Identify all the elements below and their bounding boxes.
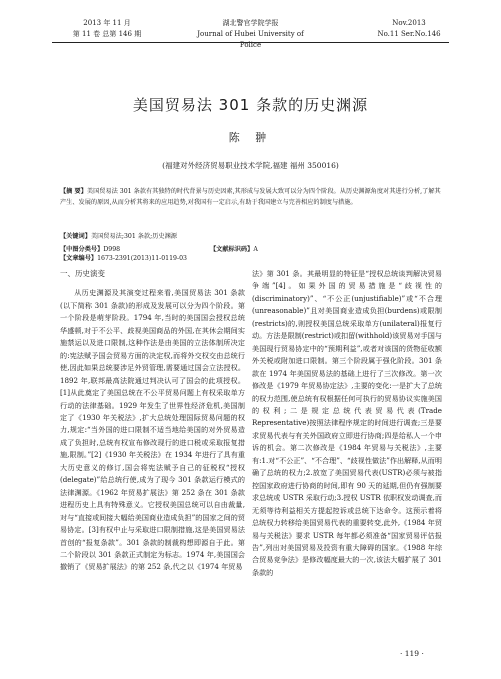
- header-date: 2013 年 11 月: [83, 19, 131, 27]
- journal-name-cn: 湖北警官学院学报: [222, 19, 279, 27]
- clc-label: 【中图分类号】: [60, 246, 104, 253]
- doc-code-label: 【文献标识码】: [210, 246, 254, 253]
- article-title: 美国贸易法 301 条款的历史渊源: [132, 96, 369, 114]
- header-issue: 第 11 卷 总第 146 期: [72, 30, 142, 38]
- author-affiliation: (福建对外经济贸易职业技术学院,福建 福州 350016): [162, 161, 339, 170]
- article-no: [60, 253, 187, 262]
- header-center: [192, 18, 309, 51]
- header-issue-en: No.11 Ser.No.146: [377, 30, 441, 38]
- article-no-label: 【文章编号】: [60, 255, 98, 262]
- keywords-label: 【关键词】: [60, 233, 91, 240]
- body-paragraph-left: 从历史渊源及其演变过程来看,美国贸易法 301 条款(以下简称 301 条款)的形成及发展可以分为四个阶段。第一个阶段是萌芽阶段。1794 年,当时的美国国会授权总统华盛顿,对于不公平、歧视美国商品的外国,在其休会期间实施禁运以及进口限制,这种作法是由美国的立法体制所决定的:宪法赋予国会贸易方面的决定权,而将外交权交由总统行使,因此如果总统要涉足外贸管理,需要通过国会立法授权。1892 年,联邦最高法院通过判决认可了国会的此项授权。[1]从此奠定了美国总统在不公平贸易问题上有权采取单方行动的法律基础。1929 年发生了世界性经济危机,美国制定了《1930 年关税法》,扩大总统处理国际贸易问题的权力,规定:“当外国的进口限制不适当地给美国的对外贸易造成了负担时,总统有权宣布修改现行的进口税或采取报复措施,限制。”[2]《1930 年关税法》在 1934 年进行了具有重大历史意义的修订,国会将宪法赋予自己的征税权“授权(delegate)”给总统行使,成为了现今 301 条款运行模式的法律渊源。《1962 年贸易扩展法》第 252 条在 301 条款进程历史上具有特殊意义。它授权美国总统可以自由裁量,对与“直接或间接大幅给美国商业造成负担”的国家之间的贸易协定。[3]有权中止与采取进口限制措施,这是美国贸易法首创的“报复条款”。301 条款的制裁构想即源自于此。第二个阶段以 301 条款正式制定为标志。1974 年,美国国会撤销了《贸易扩展法》的第 252 条,代之以《1974 年贸易: [60, 288, 245, 572]
- clc-value: D998: [103, 246, 121, 253]
- abstract: [60, 186, 444, 208]
- header-date-en: Nov.2013: [392, 19, 426, 27]
- left-column: [60, 268, 245, 574]
- body-paragraph-right: 法》第 301 条。其最明显的特征是“授权总统谈判解决贸易争端”[4]。如果外国的贸易措施是“歧视性的(discriminatory)”、“不公正(unjustifiable)”或“不合理(unreasonable)”且对美国商业造成负担(burdens)或限制(restricts)的,则授权美国总统采取单方(unilateral)报复行动。方法是限制(restrict)或扣留(withhold)该贸易对手国与美国现行贸易协定中的“预期利益”,或者对该国的货物征收额外关税或附加进口限制。第三个阶段属于强化阶段。301 条款在 1974 年美国贸易法的基础上进行了三次修改。第一次修改是《1979 年贸易协定法》,主要的变化:一是扩大了总统的权力范围,使总统有权根据任何可执行的贸易协议实施美国的权利;二是规定总统代表贸易代表(Trade Representative)按照法律程序规定的时间进行调查;三是要求贸易代表与有关外国政府立即进行协商;四是给私人一个申诉的机会。第二次修改是《1984 年贸易与关税法》,主要有:1.对“不公正”、“不合理”、“歧视性做法”作出解释,从而明确了总统的权力;2.放宽了美国贸易代表(USTR)必须与被指控国家政府进行协商的时间,即有 90 天的延期,但仍有强制要求总统或 USTR 采取行动;3.授权 USTR 依职权发动调查,而无须等待利益相关方提起控诉或总统下达命令。这预示着将总统权力转移给美国贸易代表的重要转变,此外,《1984 年贸易与关税法》要求 USTR 每年都必须准备“国家贸易评估报告”,列出对美国贸易及投资有重大障碍的国家。《1988 年综合贸易竞争法》是修改幅度最大的一次,该法大幅扩展了 301 条款的: [252, 269, 442, 577]
- classification-line: [60, 244, 444, 262]
- header-right: [369, 18, 449, 40]
- journal-name-en: Journal of Hubei University of Police: [197, 30, 304, 49]
- keywords: [60, 231, 444, 240]
- doc-code: [210, 244, 320, 253]
- page-number: · 119 ·: [400, 649, 424, 658]
- header-left: [52, 18, 162, 40]
- article-no-value: 1673-2391(2013)11-0119-03: [97, 255, 187, 262]
- clc: [60, 244, 210, 253]
- abstract-text: 美国贸易法 301 条款有其独特的时代背景与历史因素,其形成与发展大致可以分为四个阶段。从历史渊源角度对其进行分析,了解其产生、发展的原因,从而分析其将来的应用趋势,对我国有一定启示,有助于我国建立与完善相应的制度与措施。: [60, 188, 441, 206]
- author-name: 陈 翀: [228, 131, 273, 144]
- section-heading: 一、历史演变: [60, 269, 105, 278]
- right-column: [252, 268, 442, 579]
- abstract-label: 【摘 要】: [60, 188, 87, 195]
- keywords-text: 美国贸易法;301 条款;历史渊源: [90, 233, 177, 240]
- header-rule: [52, 42, 449, 43]
- doc-code-value: A: [253, 246, 258, 253]
